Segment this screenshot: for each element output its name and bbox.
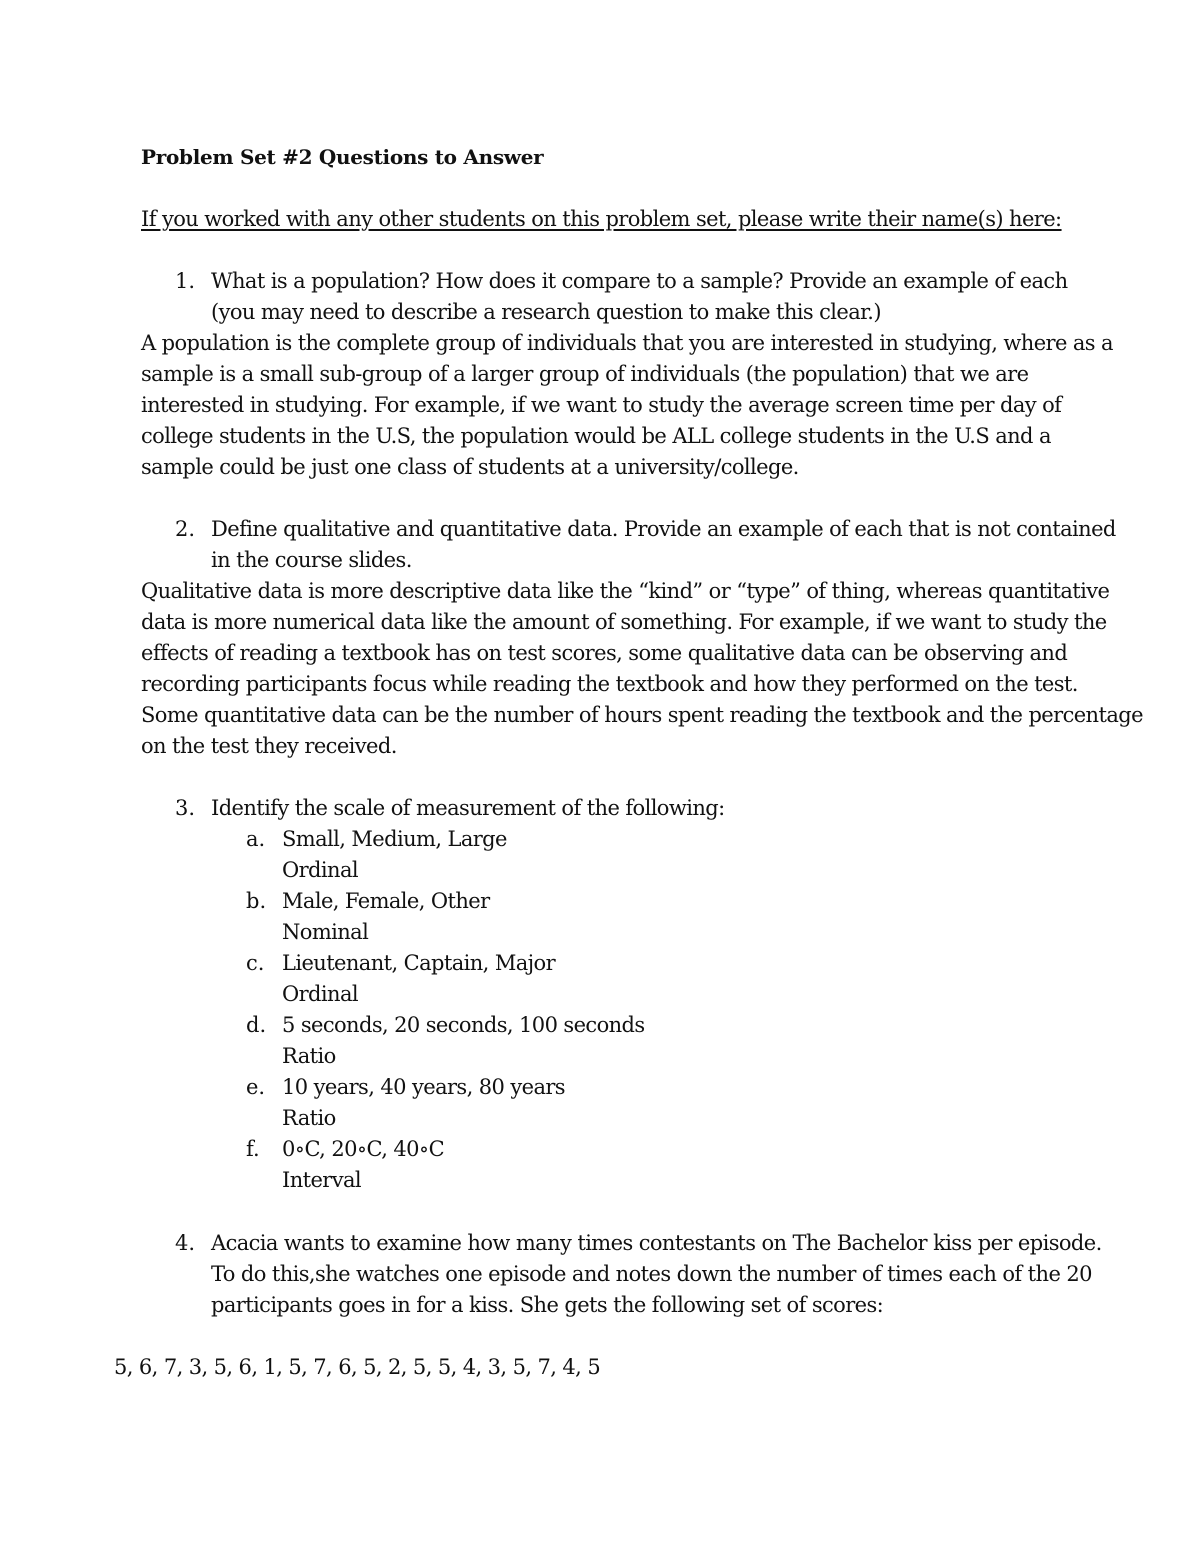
answer-2-line: effects of reading a textbook has on test scores, some qualitative data can be observing and <box>141 641 1068 665</box>
item-prompt: 10 years, 40 years, 80 years <box>282 1075 565 1099</box>
item-letter: a. <box>246 827 266 851</box>
question-number: 1. <box>175 269 196 293</box>
item-answer: Nominal <box>282 920 369 944</box>
item-letter: c. <box>246 951 265 975</box>
answer-2-line: recording participants focus while reading the textbook and how they performed on the test. <box>141 672 1078 696</box>
item-answer: Ordinal <box>282 982 358 1006</box>
question-4-text-line: Acacia wants to examine how many times contestants on The Bachelor kiss per episode. <box>211 1231 1102 1255</box>
score-list: 5, 6, 7, 3, 5, 6, 1, 5, 7, 6, 5, 2, 5, 5, 4, 3, 5, 7, 4, 5 <box>114 1355 601 1379</box>
question-2-text-line: in the course slides. <box>211 548 412 572</box>
answer-1-line: sample is a small sub-group of a larger group of individuals (the population) that we are <box>141 362 1029 386</box>
collaborator-prompt: If you worked with any other students on this problem set, please write their name(s) here: <box>141 207 1062 231</box>
item-answer: Ordinal <box>282 858 358 882</box>
answer-1-line: sample could be just one class of students at a university/college. <box>141 455 799 479</box>
answer-1-line: A population is the complete group of individuals that you are interested in studying, where as a <box>141 331 1113 355</box>
question-4-text-line: To do this,she watches one episode and notes down the number of times each of the 20 <box>211 1262 1092 1286</box>
answer-2-line: Some quantitative data can be the number of hours spent reading the textbook and the percentage <box>141 703 1143 727</box>
answer-2-line: Qualitative data is more descriptive data like the “kind” or “type” of thing, whereas quantitative <box>141 579 1110 603</box>
item-prompt: Male, Female, Other <box>282 889 490 913</box>
item-letter: f. <box>246 1137 260 1161</box>
item-letter: d. <box>246 1013 267 1037</box>
item-letter: b. <box>246 889 267 913</box>
question-number: 2. <box>175 517 196 541</box>
item-answer: Ratio <box>282 1044 336 1068</box>
item-prompt: 0∘C, 20∘C, 40∘C <box>282 1137 445 1161</box>
question-number: 4. <box>175 1231 196 1255</box>
item-prompt: Lieutenant, Captain, Major <box>282 951 556 975</box>
question-3-text: Identify the scale of measurement of the following: <box>211 796 725 820</box>
question-2-text-line: Define qualitative and quantitative data. Provide an example of each that is not contained <box>211 517 1116 541</box>
question-number: 3. <box>175 796 196 820</box>
answer-2-line: on the test they received. <box>141 734 397 758</box>
question-4-text-line: participants goes in for a kiss. She gets the following set of scores: <box>211 1293 884 1317</box>
item-letter: e. <box>246 1075 266 1099</box>
answer-2-line: data is more numerical data like the amount of something. For example, if we want to study the <box>141 610 1107 634</box>
question-1-text-line: What is a population? How does it compare to a sample? Provide an example of each <box>211 269 1068 293</box>
item-prompt: 5 seconds, 20 seconds, 100 seconds <box>282 1013 645 1037</box>
answer-1-line: college students in the U.S, the population would be ALL college students in the U.S and a <box>141 424 1051 448</box>
answer-1-line: interested in studying. For example, if we want to study the average screen time per day of <box>141 393 1062 417</box>
item-answer: Interval <box>282 1168 362 1192</box>
page-title: Problem Set #2 Questions to Answer <box>141 145 544 169</box>
question-1-text-line: (you may need to describe a research question to make this clear.) <box>211 300 881 324</box>
item-answer: Ratio <box>282 1106 336 1130</box>
item-prompt: Small, Medium, Large <box>282 827 507 851</box>
